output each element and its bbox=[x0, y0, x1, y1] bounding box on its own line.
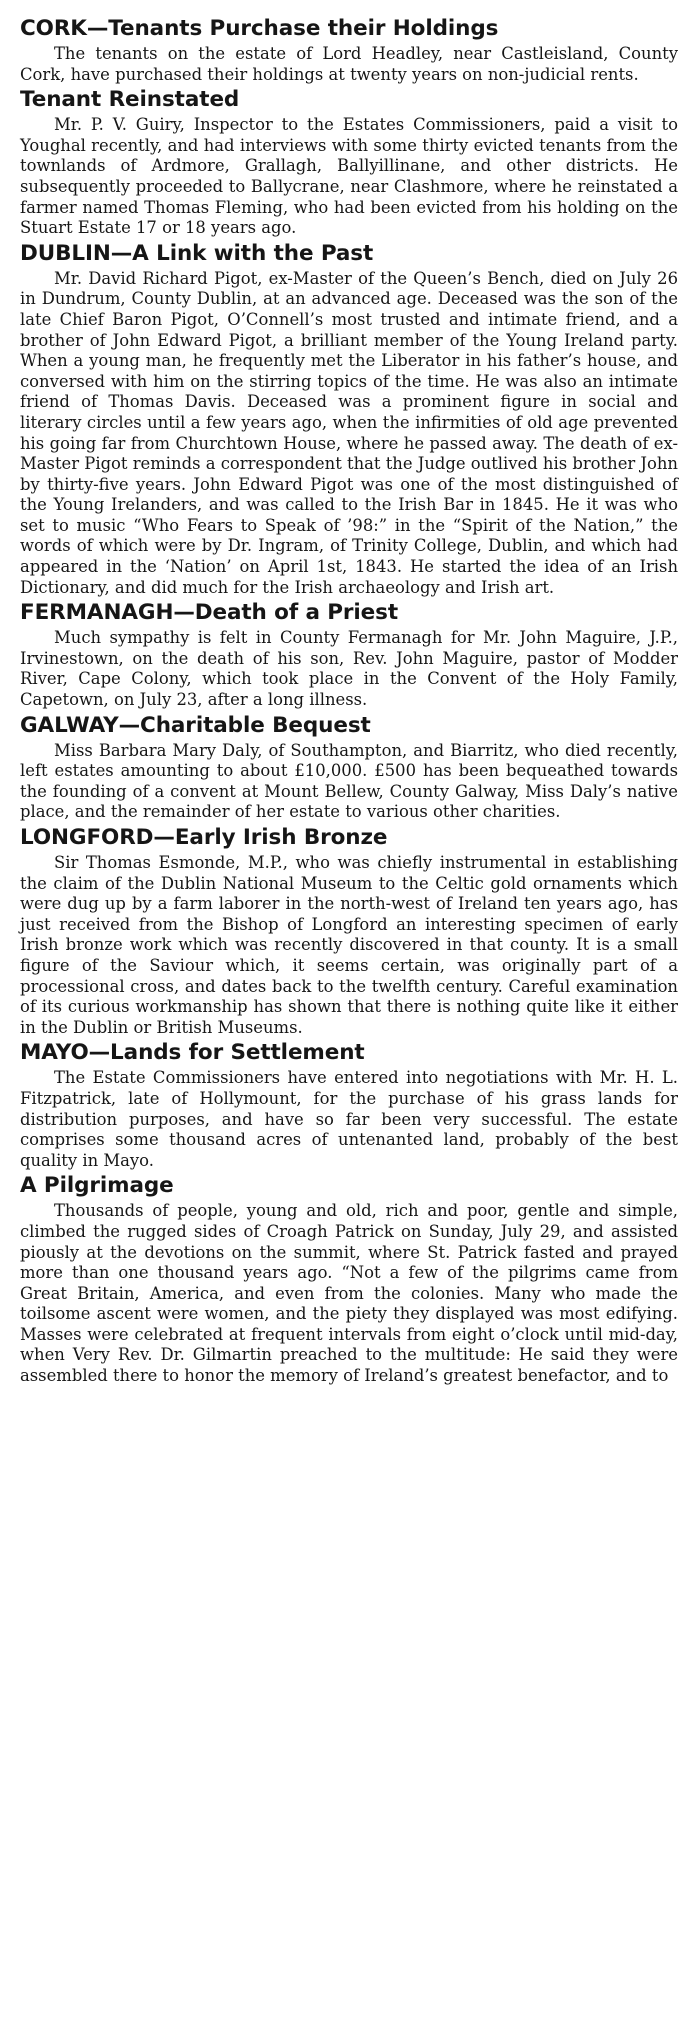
article-dublin bbox=[20, 239, 678, 599]
article-longford bbox=[20, 823, 678, 1038]
article-body: Mr. David Richard Pigot, ex-Master of the Queen’s Bench, died on July 26 in Dundrum, County Dublin, at an advanced age. Deceased was the son of the late Chief Baron Pigot, O’Connell’s most trusted and intimate friend, and a brother of John Edward Pigot, a brilliant member of the Young Ireland party. When a young man, he frequently met the Liberator in his father’s house, and conversed with him on the stirring topics of the time. He was also an intimate friend of Thomas Davis. Deceased was a prominent figure in social and literary circles until a few years ago, when the infirmities of old age prevented his going far from Churchtown House, where he passed away. The death of ex-Master Pigot reminds a correspondent that the Judge outlived his brother John by thirty-five years. John Edward Pigot was one of the most distinguished of the Young Irelanders, and was called to the Irish Bar in 1845. He it was who set to music “Who Fears to Speak of ’98:” in the “Spirit of the Nation,” the words of which were by Dr. Ingram, of Trinity College, Dublin, and which had appeared in the ‘Nation’ on April 1st, 1843. He started the idea of an Irish Dictionary, and did much for the Irish archaeology and Irish art. bbox=[20, 268, 678, 597]
article-body: The Estate Commissioners have entered into negotiations with Mr. H. L. Fitzpatrick, late of Hollymount, for the purchase of his grass lands for distribution purposes, and have so far been very successful. The estate comprises some thousand acres of untenanted land, probably of the best quality in Mayo. bbox=[20, 1068, 678, 1170]
article-mayo bbox=[20, 1038, 678, 1171]
article-fermanagh bbox=[20, 598, 678, 710]
article-heading: CORK—Tenants Purchase their Holdings bbox=[20, 16, 499, 41]
article-body: Mr. P. V. Guiry, Inspector to the Estates Commissioners, paid a visit to Youghal recently, and had interviews with some thirty evicted tenants from the townlands of Ardmore, Grallagh, Ballyillinane, and other districts. He subsequently proceeded to Ballycrane, near Clashmore, where he reinstated a farmer named Thomas Fleming, who had been evicted from his holding on the Stuart Estate 17 or 18 years ago. bbox=[20, 115, 678, 238]
article-heading: GALWAY—Charitable Bequest bbox=[20, 712, 371, 738]
article-heading: A Pilgrimage bbox=[20, 1173, 174, 1199]
article-tenant-reinstated bbox=[20, 85, 678, 239]
article-cork bbox=[20, 14, 678, 85]
article-galway bbox=[20, 711, 678, 823]
article-heading: FERMANAGH—Death of a Priest bbox=[20, 600, 399, 626]
article-heading: Tenant Reinstated bbox=[20, 87, 240, 113]
article-heading: MAYO—Lands for Settlement bbox=[20, 1040, 365, 1066]
article-heading: LONGFORD—Early Irish Bronze bbox=[20, 825, 388, 850]
article-pilgrimage bbox=[20, 1171, 678, 1386]
article-body: Much sympathy is felt in County Fermanagh for Mr. John Maguire, J.P., Irvinestown, on the death of his son, Rev. John Maguire, pastor of Modder River, Cape Colony, which took place in the Convent of the Holy Family, Capetown, on July 23, after a long illness. bbox=[20, 628, 678, 710]
article-body: Thousands of people, young and old, rich and poor, gentle and simple, climbed the rugged sides of Croagh Patrick on Sunday, July 29, and assisted piously at the devotions on the summit, where St. Patrick fasted and prayed more than one thousand years ago. “Not a few of the pilgrims came from Great Britain, America, and even from the colonies. Many who made the toilsome ascent were women, and the piety they displayed was most edifying. Masses were celebrated at frequent intervals from eight o’clock until mid-day, when Very Rev. Dr. Gilmartin preached to the multitude: He said they were assembled there to honor the memory of Ireland’s greatest benefactor, and to bbox=[20, 1201, 678, 1386]
article-body: The tenants on the estate of Lord Headley, near Castleisland, County Cork, have purchased their holdings at twenty years on non-judicial rents. bbox=[20, 44, 678, 84]
article-heading: DUBLIN—A Link with the Past bbox=[20, 240, 374, 266]
article-body: Miss Barbara Mary Daly, of Southampton, and Biarritz, who died recently, left estates amounting to about £10,000. £500 has been bequeathed towards the founding of a convent at Mount Bellew, County Galway, Miss Daly’s native place, and the remainder of her estate to various other charities. bbox=[20, 740, 678, 822]
article-body: Sir Thomas Esmonde, M.P., who was chiefly instrumental in establishing the claim of the Dublin National Museum to the Celtic gold ornaments which were dug up by a farm laborer in the north-west of Ireland ten years ago, has just received from the Bishop of Longford an interesting specimen of early Irish bronze work which was recently discovered in that county. It is a small figure of the Saviour which, it seems certain, was originally part of a processional cross, and dates back to the twelfth century. Careful examination of its curious workmanship has shown that there is nothing quite like it either in the Dublin or British Museums. bbox=[20, 853, 678, 1037]
